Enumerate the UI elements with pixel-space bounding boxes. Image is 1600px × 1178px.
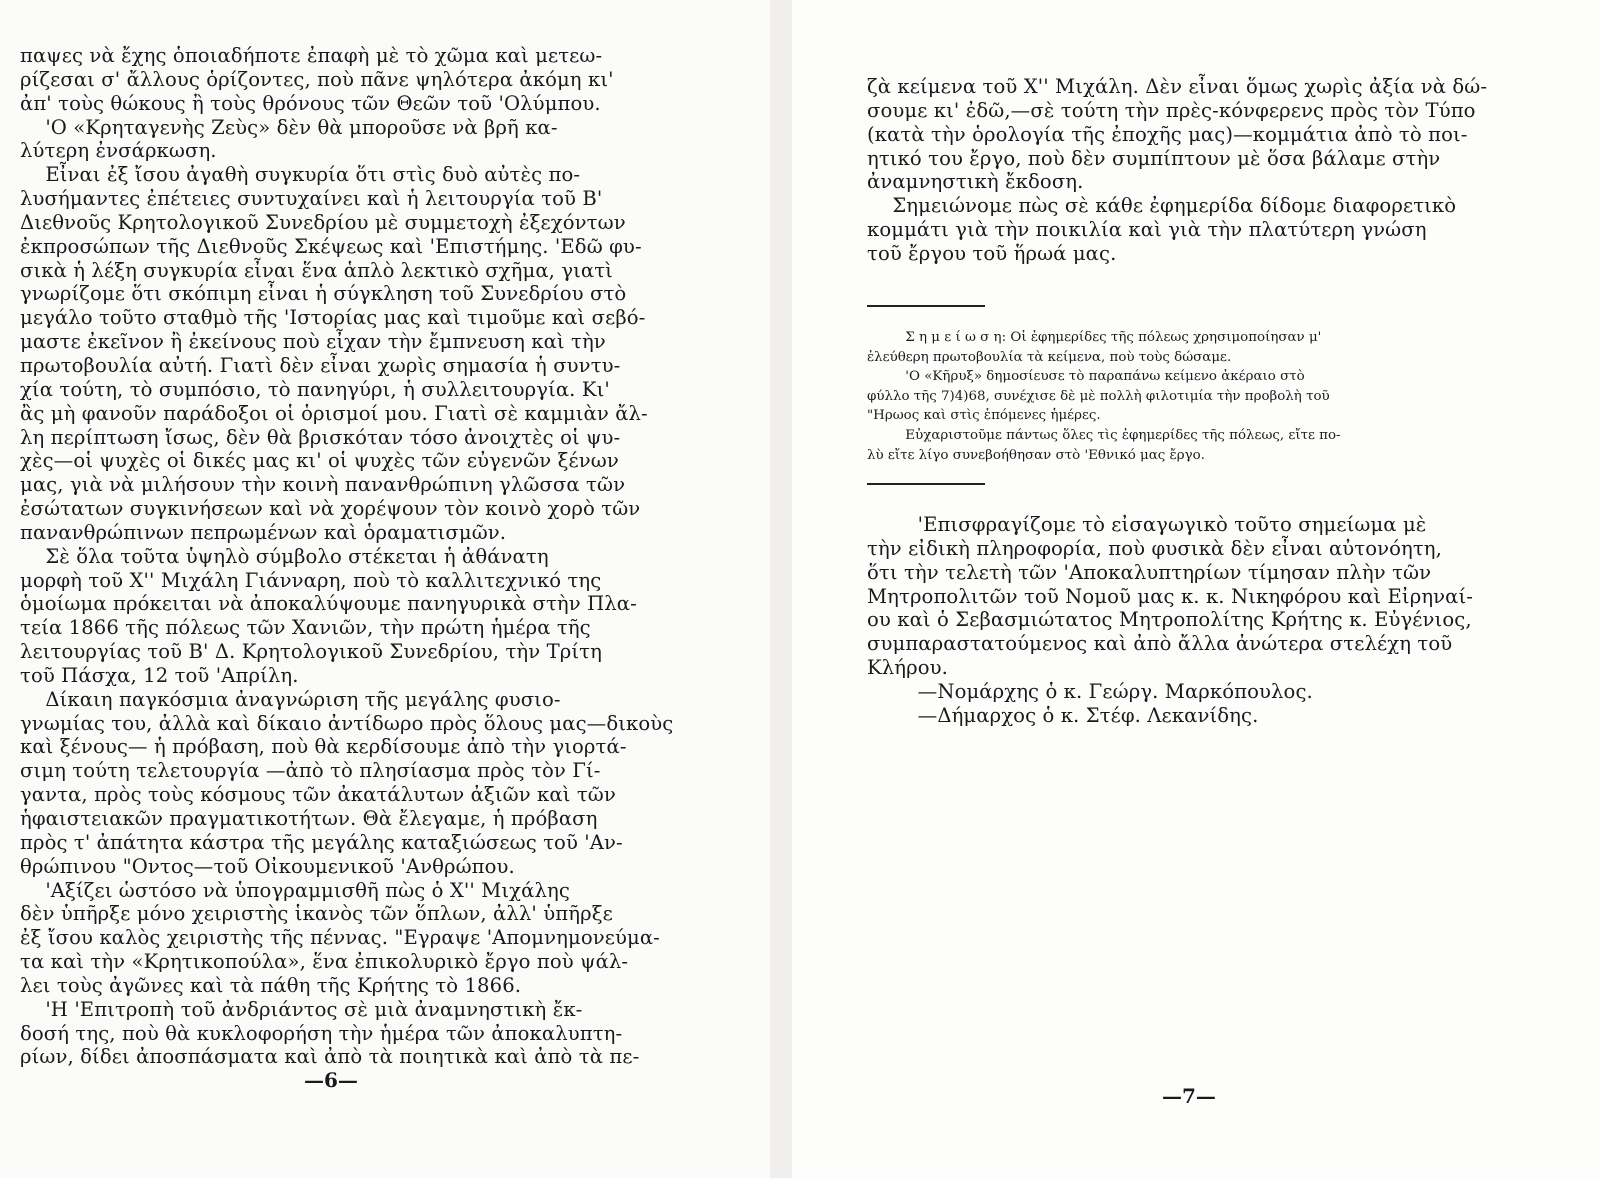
text-line: λύτερη ἐνσάρκωση. <box>20 139 217 163</box>
text-line: δοσή της, ποὺ θὰ κυκλοφορήση τὴν ἡμέρα τῶν ἀποκαλυπτη- <box>20 1021 623 1045</box>
text-line: ρίζεσαι σ' ἄλλους ὁρίζοντες, ποὺ πᾶνε ψηλότερα ἀκόμη κι' <box>20 67 614 91</box>
right-page-bottom-text <box>867 513 1567 728</box>
text-line: πανανθρώπινων πεπρωμένων καὶ ὁραματισμῶν. <box>20 520 507 544</box>
text-line: "Ηρωος καὶ στὶς ἑπόμενες ἡμέρες. <box>867 408 1101 424</box>
text-line: ὁμοίωμα πρόκειται νὰ ἀποκαλύψουμε πανηγυρικὰ στὴν Πλα- <box>20 592 637 616</box>
right-page <box>792 0 1600 1178</box>
footnote-text <box>867 328 1567 465</box>
text-line: παψες νὰ ἔχης ὁποιαδήποτε ἐπαφὴ μὲ τὸ χῶμα καὶ μετεω- <box>20 44 603 67</box>
text-line: Διεθνοῦς Κρητολογικοῦ Συνεδρίου μὲ συμμετοχὴ ἐξεχόντων <box>20 210 626 234</box>
left-page-body-text <box>20 44 760 1069</box>
right-page-top-text <box>867 75 1567 266</box>
text-line: χὲς—οἱ ψυχὲς οἱ δικές μας κι' οἱ ψυχὲς τῶν εὐγενῶν ξένων <box>20 449 619 473</box>
text-line: μας, γιὰ νὰ μιλήσουν τὴν κοινὴ πανανθρώπινη γλῶσσα τῶν <box>20 473 626 497</box>
text-line: τεία 1866 τῆς πόλεως τῶν Χανιῶν, τὴν πρώτη ἡμέρα τῆς <box>20 616 591 640</box>
text-line: 'Ο «Κρηταγενὴς Ζεὺς» δὲν θὰ μποροῦσε νὰ βρῆ κα- <box>20 115 558 139</box>
text-line: καὶ ξένους— ἡ πρόβαση, ποὺ θὰ κερδίσουμε ἀπὸ τὴν γιορτά- <box>20 735 627 759</box>
text-line: ζὰ κείμενα τοῦ Χ'' Μιχάλη. Δὲν εἶναι ὅμως χωρὶς ἀξία νὰ δώ- <box>867 75 1488 98</box>
text-line: 'Ο «Κῆρυξ» δημοσίευσε τὸ παραπάνω κείμενο ἀκέραιο στὸ <box>867 369 1305 385</box>
text-line: σικὰ ἡ λέξη συγκυρία εἶναι ἕνα ἁπλὸ λεκτικὸ σχῆμα, γιατὶ <box>20 258 613 282</box>
text-line: ἡφαιστειακῶν πραγματικοτήτων. Θὰ ἔλεγαμε, ἡ πρόβαση <box>20 807 598 830</box>
text-line: ἂς μὴ φανοῦν παράδοξοι οἱ ὁρισμοί μου. Γιατὶ σὲ καμμιὰν ἄλ- <box>20 401 648 425</box>
text-line: λυσήμαντες ἐπέτειες συντυχαίνει καὶ ἡ λειτουργία τοῦ Β' <box>20 187 603 211</box>
text-line: ρίων, δίδει ἀποσπάσματα καὶ ἀπὸ τὰ ποιητικὰ καὶ ἀπὸ τὰ πε- <box>20 1045 640 1069</box>
text-line: Εὐχαριστοῦμε πάντως ὅλες τὶς ἐφημερίδες τῆς πόλεως, εἴτε πο- <box>867 427 1341 443</box>
text-line: 'Η 'Επιτροπὴ τοῦ ἀνδριάντος σὲ μιὰ ἀναμνηστικὴ ἔκ- <box>20 997 583 1021</box>
text-line: λὺ εἴτε λίγο συνεβοήθησαν στὸ 'Εθνικό μας ἔργο. <box>867 447 1205 463</box>
text-line: τὴν εἰδικὴ πληροφορία, ποὺ φυσικὰ δὲν εἶναι αὐτονόητη, <box>867 536 1442 560</box>
text-line: ητικό του ἔργο, ποὺ δὲν συμπίπτουν μὲ ὅσα βάλαμε στὴν <box>867 146 1441 170</box>
text-line: Δίκαιη παγκόσμια ἀναγνώριση τῆς μεγάλης φυσιο- <box>20 687 561 711</box>
text-line: —Νομάρχης ὁ κ. Γεώργ. Μαρκόπουλος. <box>867 679 1313 703</box>
text-line: λειτουργίας τοῦ Β' Δ. Κρητολογικοῦ Συνεδρίου, τὴν Τρίτη <box>20 640 602 664</box>
text-line: φύλλο τῆς 7)4)68, συνέχισε δὲ μὲ πολλὴ φιλοτιμία τὴν προβολὴ τοῦ <box>867 388 1330 404</box>
text-line: ἐλεύθερη πρωτοβουλία τὰ κείμενα, ποὺ τοὺς δώσαμε. <box>867 349 1232 365</box>
text-line: σιμη τούτη τελετουργία —ἀπὸ τὸ πλησίασμα πρὸς τὸν Γί- <box>20 759 601 783</box>
text-line: ἀναμνηστικὴ ἔκδοση. <box>867 170 1084 194</box>
book-gutter <box>770 0 792 1178</box>
text-line: Εἶναι ἐξ ἴσου ἀγαθὴ συγκυρία ὅτι στὶς δυὸ αὐτὲς πο- <box>20 163 581 187</box>
left-page-number: —6— <box>304 1068 358 1092</box>
text-line: ὅτι τὴν τελετὴ τῶν 'Αποκαλυπτηρίων τίμησαν πλὴν τῶν <box>867 560 1432 584</box>
text-line: τοῦ ἔργου τοῦ ἥρωά μας. <box>867 241 1117 265</box>
text-line: —Δήμαρχος ὁ κ. Στέφ. Λεκανίδης. <box>867 703 1259 727</box>
text-line: Κλήρου. <box>867 656 948 680</box>
text-line: κομμάτι γιὰ τὴν ποικιλία καὶ γιὰ τὴν πλατύτερη γνώση <box>867 218 1427 242</box>
text-line: 'Επισφραγίζομε τὸ εἰσαγωγικὸ τοῦτο σημείωμα μὲ <box>867 513 1427 536</box>
text-line: δὲν ὑπῆρξε μόνο χειριστὴς ἱκανὸς τῶν ὅπλων, ἀλλ' ὑπῆρξε <box>20 902 613 926</box>
text-line: ἐσώτατων συγκινήσεων καὶ νὰ χορέψουν τὸν κοινὸ χορὸ τῶν <box>20 497 641 521</box>
text-line: τοῦ Πάσχα, 12 τοῦ 'Απρίλη. <box>20 663 299 687</box>
text-line: ἀπ' τοὺς θώκους ἢ τοὺς θρόνους τῶν Θεῶν τοῦ 'Ολύμπου. <box>20 91 601 115</box>
text-line: πρὸς τ' ἀπάτητα κάστρα τῆς μεγάλης καταξιώσεως τοῦ 'Αν- <box>20 830 623 854</box>
text-line: χία τούτη, τὸ συμπόσιο, τὸ πανηγύρι, ἡ συλλειτουργία. Κι' <box>20 377 610 401</box>
text-line: 'Αξίζει ὡστόσο νὰ ὑπογραμμισθῆ πὼς ὁ Χ'' Μιχάλης <box>20 878 570 902</box>
text-line: Μητροπολιτῶν τοῦ Νομοῦ μας κ. κ. Νικηφόρου καὶ Εἰρηναί- <box>867 584 1474 608</box>
text-line: ου καὶ ὁ Σεβασμιώτατος Μητροπολίτης Κρήτης κ. Εὐγένιος, <box>867 608 1472 632</box>
text-line: μορφὴ τοῦ Χ'' Μιχάλη Γιάνναρη, ποὺ τὸ καλλιτεχνικό της <box>20 568 602 592</box>
text-line: γνωρίζομε ὅτι σκόπιμη εἶναι ἡ σύγκληση τοῦ Συνεδρίου στὸ <box>20 282 627 306</box>
text-line: συμπαραστατούμενος καὶ ἀπὸ ἄλλα ἀνώτερα στελέχη τοῦ <box>867 632 1453 656</box>
right-page-number: —7— <box>1162 1084 1216 1108</box>
text-line: Σ η μ ε ί ω σ η: Οἱ ἐφημερίδες τῆς πόλεως χρησιμοποίησαν μ' <box>867 330 1322 345</box>
text-line: γνωμίας του, ἀλλὰ καὶ δίκαιο ἀντίδωρο πρὸς ὅλους μας—δικοὺς <box>20 711 674 735</box>
text-line: (κατὰ τὴν ὁρολογία τῆς ἐποχῆς μας)—κομμάτια ἀπὸ τὸ ποι- <box>867 122 1468 146</box>
text-line: τα καὶ τὴν «Κρητικοπούλα», ἕνα ἐπικολυρικὸ ἔργο ποὺ ψάλ- <box>20 950 629 974</box>
text-line: λη περίπτωση ἴσως, δὲν θὰ βρισκόταν τόσο ἀνοιχτὲς οἱ ψυ- <box>20 425 621 449</box>
text-line: Σὲ ὅλα τοῦτα ὑψηλὸ σύμβολο στέκεται ἡ ἀθάνατη <box>20 544 549 568</box>
text-line: γαντα, πρὸς τοὺς κόσμους τῶν ἀκατάλυτων ἀξιῶν καὶ τῶν <box>20 783 616 807</box>
text-line: ἐξ ἴσου καλὸς χειριστὴς τῆς πέννας. "Εγραψε 'Απομνημονεύμα- <box>20 926 660 950</box>
text-line: θρώπινου "Οντος—τοῦ Οἰκουμενικοῦ 'Ανθρώπου. <box>20 854 515 878</box>
text-line: λει τοὺς ἀγῶνες καὶ τὰ πάθη τῆς Κρήτης τὸ 1866. <box>20 973 522 997</box>
note-separator-bottom <box>867 483 985 485</box>
text-line: ἐκπροσώπων τῆς Διεθνοῦς Σκέψεως καὶ 'Επιστήμης. 'Εδῶ φυ- <box>20 234 642 258</box>
text-line: πρωτοβουλία αὐτή. Γιατὶ δὲν εἶναι χωρὶς σημασία ἡ συντυ- <box>20 353 621 377</box>
left-page <box>0 0 770 1178</box>
text-line: μαστε ἐκεῖνον ἢ ἐκείνους ποὺ εἶχαν τὴν ἔμπνευση καὶ τὴν <box>20 330 606 354</box>
text-line: σουμε κι' ἐδῶ,—σὲ τούτη τὴν πρὲς-κόνφερενς πρὸς τὸν Τύπο <box>867 98 1476 122</box>
note-separator-top <box>867 305 985 307</box>
text-line: Σημειώνομε πὼς σὲ κάθε ἐφημερίδα δίδομε διαφορετικὸ <box>867 194 1457 218</box>
text-line: μεγάλο τοῦτο σταθμὸ τῆς 'Ιστορίας μας καὶ τιμοῦμε καὶ σεβό- <box>20 306 646 330</box>
